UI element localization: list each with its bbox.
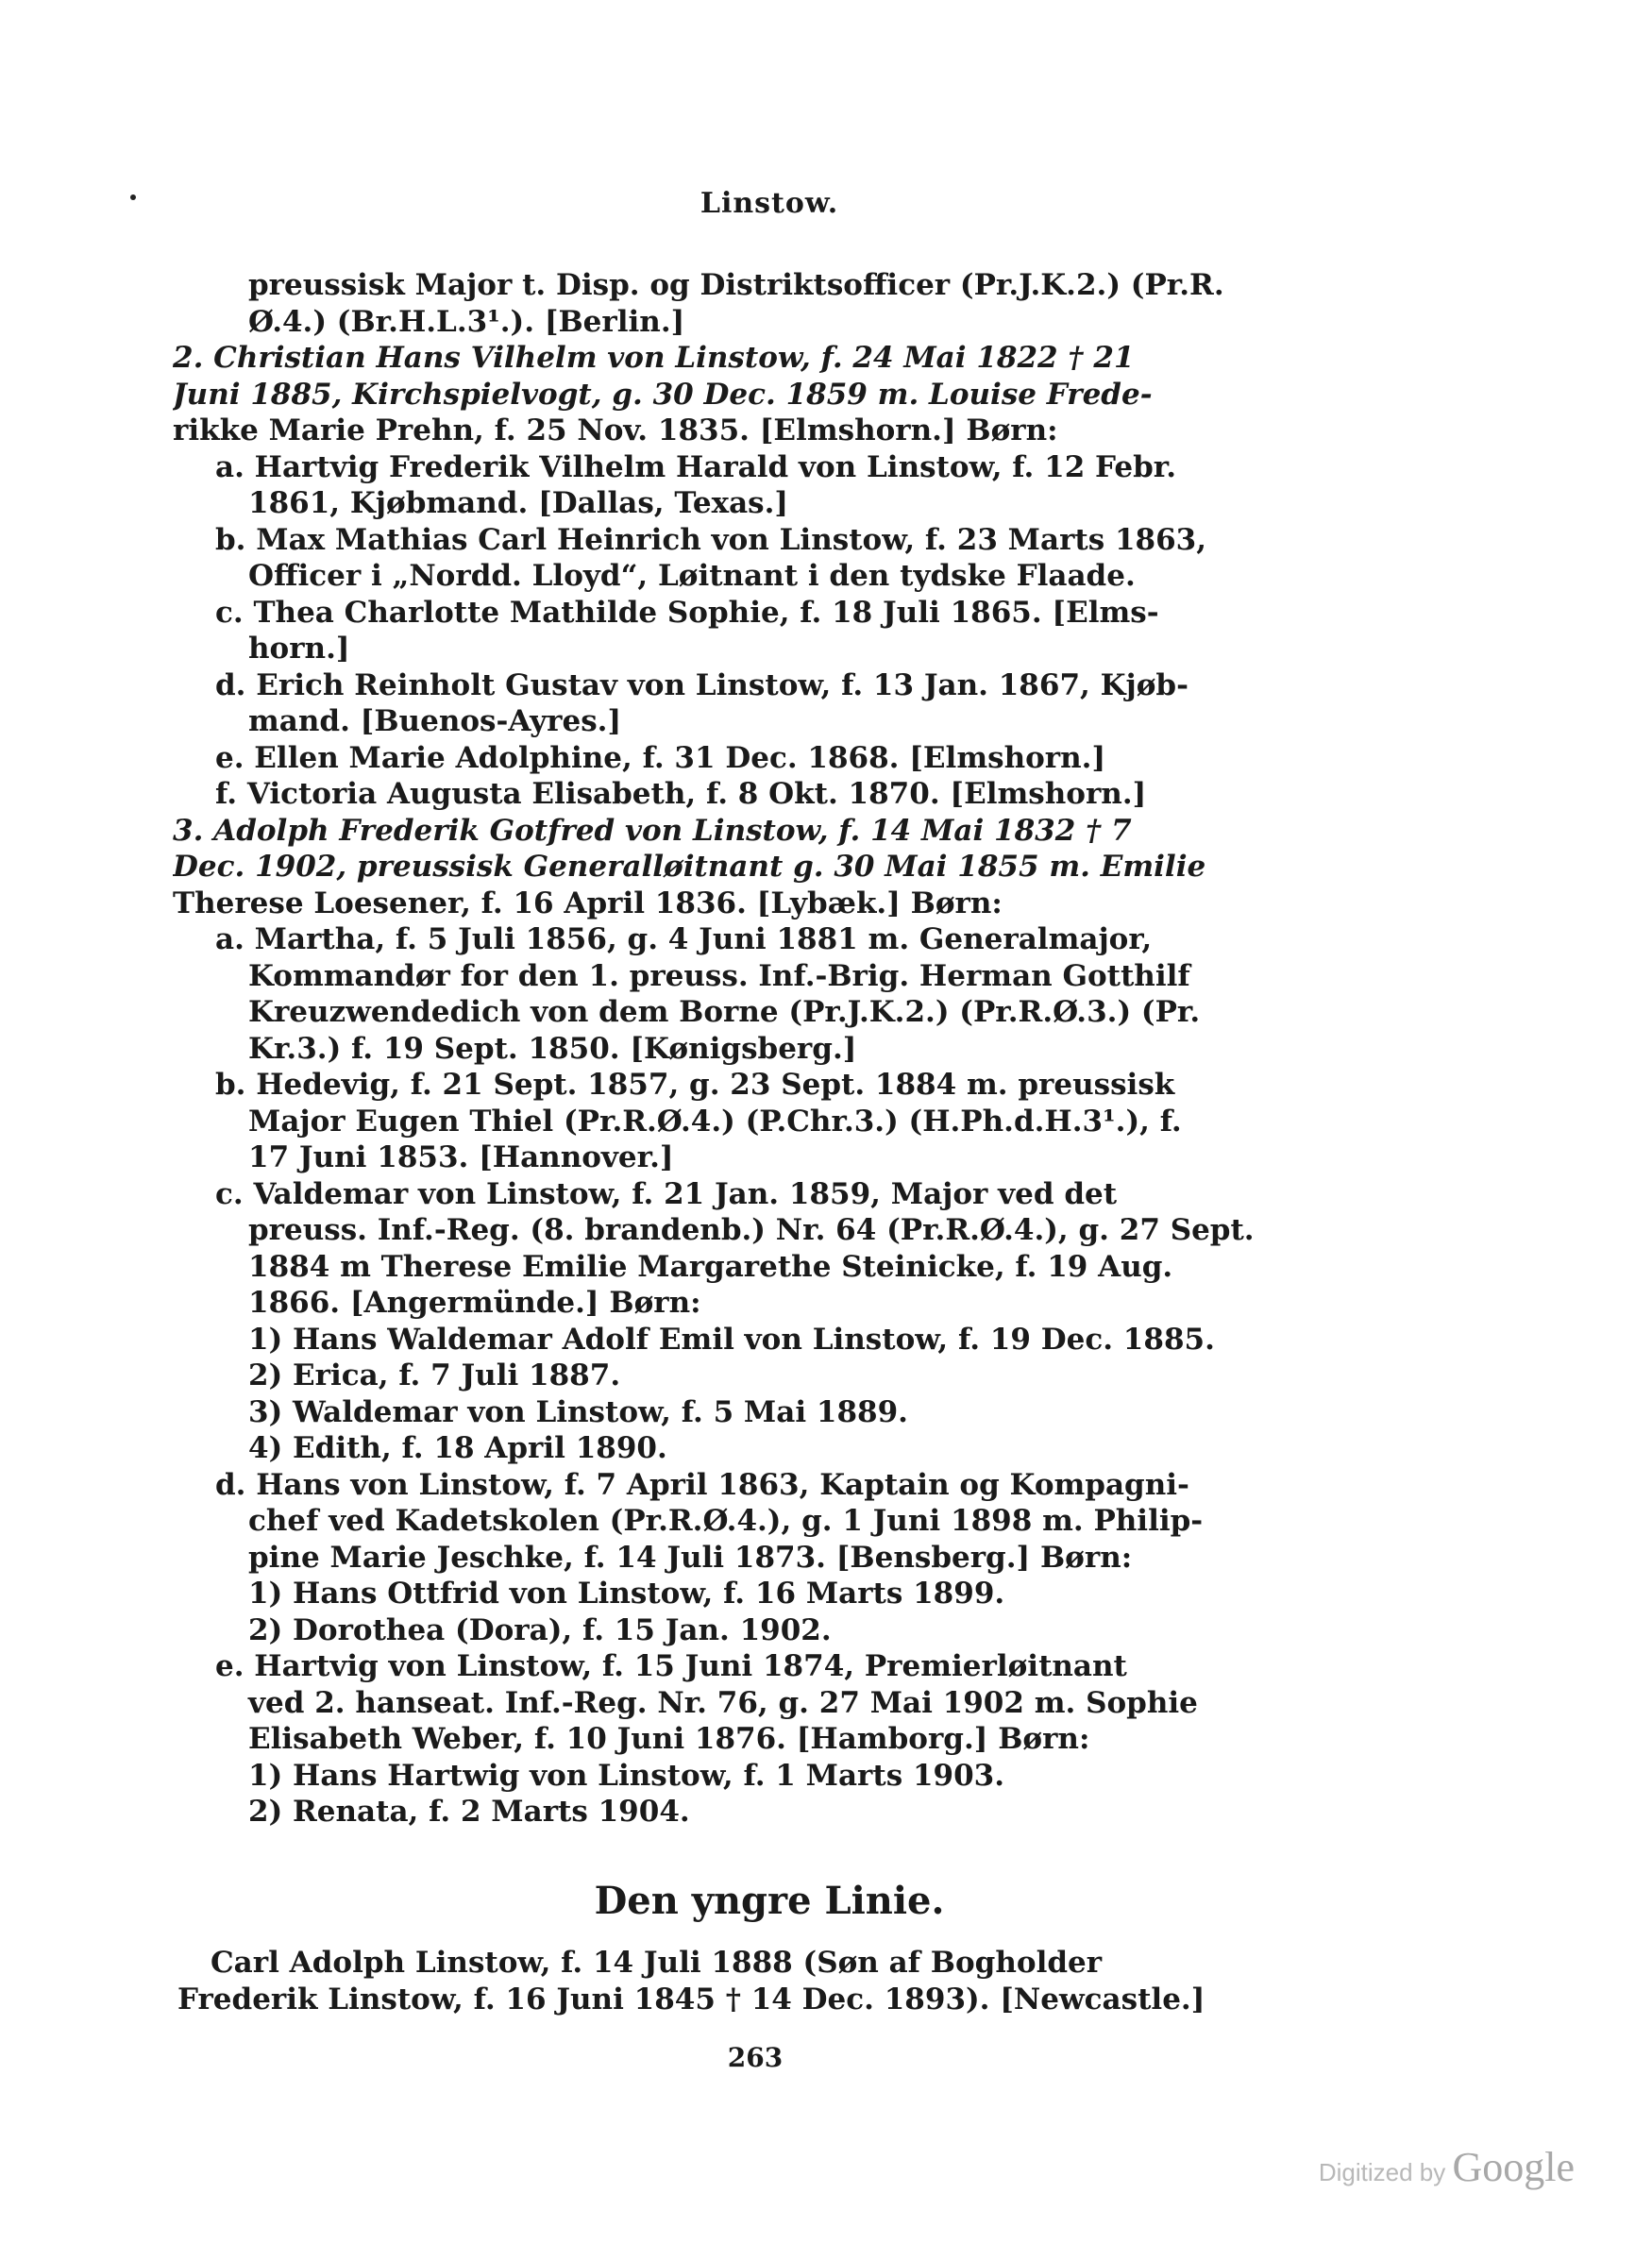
final-paragraph-line: Carl Adolph Linstow, f. 14 Juli 1888 (Søn af Bogholder — [211, 1946, 1103, 1980]
text-line: 17 Juni 1853. [Hannover.] — [248, 1140, 674, 1174]
watermark-prefix: Digitized by — [1318, 2158, 1446, 2186]
text-line: 1) Hans Hartwig von Linstow, f. 1 Marts 1903. — [248, 1758, 1005, 1793]
running-head: Linstow. — [700, 187, 839, 220]
text-line: Major Eugen Thiel (Pr.R.Ø.4.) (P.Chr.3.) (H.Ph.d.H.3¹.), f. — [248, 1104, 1182, 1139]
text-line: Kreuzwendedich von dem Borne (Pr.J.K.2.) (Pr.R.Ø.3.) (Pr. — [248, 995, 1201, 1029]
text-line: preussisk Major t. Disp. og Distriktsofficer (Pr.J.K.2.) (Pr.R. — [248, 268, 1224, 302]
text-line: 1866. [Angermünde.] Børn: — [248, 1286, 701, 1320]
text-line: 1861, Kjøbmand. [Dallas, Texas.] — [248, 486, 789, 520]
text-line: horn.] — [248, 632, 350, 666]
text-line: e. Hartvig von Linstow, f. 15 Juni 1874, Premierløitnant — [215, 1649, 1127, 1683]
text-line: a. Martha, f. 5 Juli 1856, g. 4 Juni 1881 m. Generalmajor, — [215, 922, 1153, 956]
text-line: f. Victoria Augusta Elisabeth, f. 8 Okt. 1870. [Elmshorn.] — [215, 777, 1147, 811]
text-line: 1884 m Therese Emilie Margarethe Steinicke, f. 19 Aug. — [248, 1249, 1173, 1284]
watermark-brand: Google — [1452, 2144, 1575, 2190]
text-line: 2) Dorothea (Dora), f. 15 Jan. 1902. — [248, 1612, 832, 1647]
text-line: Officer i „Nordd. Lloyd“, Løitnant i den tydske Flaade. — [248, 559, 1136, 593]
text-line: c. Thea Charlotte Mathilde Sophie, f. 18 Juli 1865. [Elms- — [215, 595, 1159, 630]
text-line: mand. [Buenos-Ayres.] — [248, 704, 622, 738]
text-line: rikke Marie Prehn, f. 25 Nov. 1835. [Elmshorn.] Børn: — [173, 413, 1058, 447]
text-line: b. Max Mathias Carl Heinrich von Linstow, f. 23 Marts 1863, — [215, 522, 1207, 557]
text-line: Ø.4.) (Br.H.L.3¹.). [Berlin.] — [248, 304, 685, 339]
text-line: 2) Erica, f. 7 Juli 1887. — [248, 1358, 621, 1392]
text-line: 1) Hans Waldemar Adolf Emil von Linstow, f. 19 Dec. 1885. — [248, 1322, 1215, 1357]
text-line: d. Erich Reinholt Gustav von Linstow, f. 13 Jan. 1867, Kjøb- — [215, 667, 1188, 702]
text-line: Juni 1885, Kirchspielvogt, g. 30 Dec. 1859 m. Louise Frede- — [173, 377, 1153, 412]
text-line: Kommandør for den 1. preuss. Inf.-Brig. Herman Gotthilf — [248, 958, 1190, 993]
text-line: 2. Christian Hans Vilhelm von Linstow, f. 24 Mai 1822 † 21 — [173, 341, 1135, 375]
text-line: e. Ellen Marie Adolphine, f. 31 Dec. 1868. [Elmshorn.] — [215, 740, 1106, 775]
genealogy-body-text — [173, 267, 1343, 1831]
final-paragraph — [177, 1945, 1343, 2017]
page-number: 263 — [727, 2042, 784, 2073]
text-line: chef ved Kadetskolen (Pr.R.Ø.4.), g. 1 Juni 1898 m. Philip- — [248, 1504, 1204, 1538]
text-line: 2) Renata, f. 2 Marts 1904. — [248, 1795, 690, 1829]
final-paragraph-line: Frederik Linstow, f. 16 Juni 1845 † 14 Dec. 1893). [Newcastle.] — [177, 1982, 1205, 2016]
digitized-watermark — [1319, 2143, 1575, 2191]
text-line: d. Hans von Linstow, f. 7 April 1863, Kaptain og Kompagni- — [215, 1467, 1189, 1502]
text-line: preuss. Inf.-Reg. (8. brandenb.) Nr. 64 (Pr.R.Ø.4.), g. 27 Sept. — [248, 1213, 1255, 1247]
text-line: Dec. 1902, preussisk Generalløitnant g. 30 Mai 1855 m. Emilie — [173, 850, 1206, 884]
text-line: 1) Hans Ottfrid von Linstow, f. 16 Marts 1899. — [248, 1577, 1005, 1611]
text-line: 3) Waldemar von Linstow, f. 5 Mai 1889. — [248, 1394, 908, 1429]
text-line: b. Hedevig, f. 21 Sept. 1857, g. 23 Sept. 1884 m. preussisk — [215, 1068, 1175, 1102]
text-line: 4) Edith, f. 18 April 1890. — [248, 1431, 667, 1465]
text-line: c. Valdemar von Linstow, f. 21 Jan. 1859, Major ved det — [215, 1176, 1118, 1211]
text-line: 3. Adolph Frederik Gotfred von Linstow, f. 14 Mai 1832 † 7 — [173, 813, 1132, 848]
section-title: Den yngre Linie. — [594, 1879, 945, 1923]
text-line: a. Hartvig Frederik Vilhelm Harald von Linstow, f. 12 Febr. — [215, 449, 1177, 484]
text-line: Kr.3.) f. 19 Sept. 1850. [Kønigsberg.] — [248, 1031, 857, 1066]
text-line: pine Marie Jeschke, f. 14 Juli 1873. [Bensberg.] Børn: — [248, 1540, 1133, 1575]
text-line: ved 2. hanseat. Inf.-Reg. Nr. 76, g. 27 Mai 1902 m. Sophie — [248, 1685, 1198, 1720]
text-line: Therese Loesener, f. 16 April 1836. [Lybæk.] Børn: — [173, 886, 1003, 920]
text-line: Elisabeth Weber, f. 10 Juni 1876. [Hamborg.] Børn: — [248, 1722, 1090, 1756]
